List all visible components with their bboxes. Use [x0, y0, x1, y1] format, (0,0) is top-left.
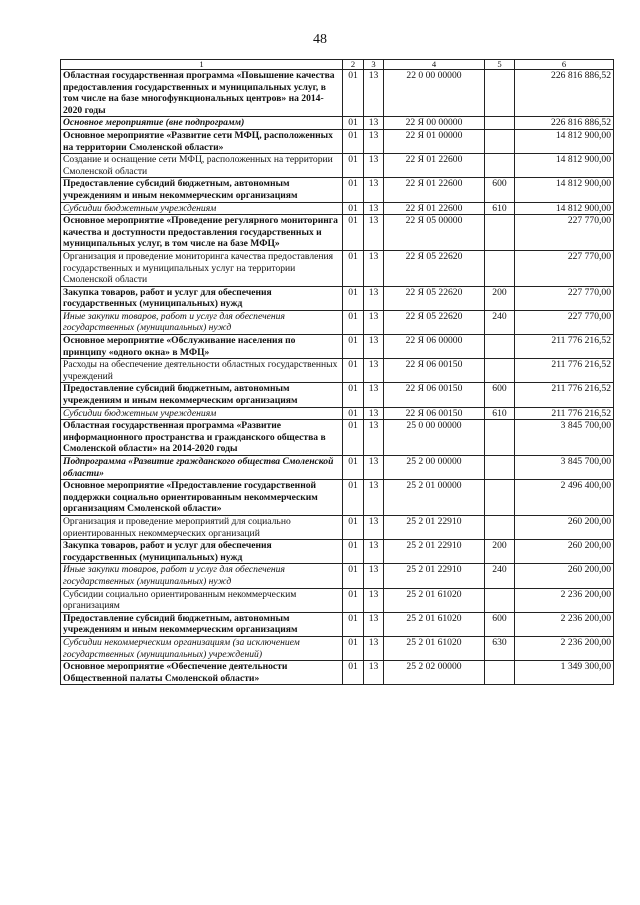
- subsection-code: 13: [364, 335, 384, 359]
- table-row: [61, 456, 614, 480]
- section-code: 01: [343, 178, 364, 202]
- expense-type-code: [485, 129, 515, 153]
- expense-type-code: [485, 515, 515, 539]
- subsection-code: 13: [364, 359, 384, 383]
- subsection-code: 13: [364, 588, 384, 612]
- subsection-code: 13: [364, 383, 384, 407]
- target-article-code: 22 Я 05 22620: [384, 250, 485, 286]
- table-row: [61, 129, 614, 153]
- subsection-code: 13: [364, 540, 384, 564]
- target-article-code: 25 2 01 61020: [384, 612, 485, 636]
- expense-type-code: [485, 70, 515, 117]
- subsection-code: 13: [364, 407, 384, 420]
- expense-type-code: [485, 154, 515, 178]
- table-row: [61, 540, 614, 564]
- expense-type-code: [485, 480, 515, 516]
- row-name: Субсидии социально ориентированным некоммерческим организациям: [61, 588, 343, 612]
- subsection-code: 13: [364, 286, 384, 310]
- subsection-code: 13: [364, 636, 384, 660]
- target-article-code: 22 Я 06 00150: [384, 383, 485, 407]
- section-code: 01: [343, 515, 364, 539]
- column-header: 3: [364, 60, 384, 70]
- target-article-code: 22 Я 01 22600: [384, 154, 485, 178]
- target-article-code: 25 2 01 22910: [384, 540, 485, 564]
- subsection-code: 13: [364, 612, 384, 636]
- row-name: Основное мероприятие «Развитие сети МФЦ, расположенных на территории Смоленской области»: [61, 129, 343, 153]
- amount: 14 812 900,00: [515, 178, 614, 202]
- section-code: 01: [343, 420, 364, 456]
- table-row: [61, 117, 614, 130]
- section-code: 01: [343, 335, 364, 359]
- amount: 227 770,00: [515, 286, 614, 310]
- table-row: [61, 178, 614, 202]
- table-row: [61, 154, 614, 178]
- row-name: Предоставление субсидий бюджетным, автономным учреждениям и иным некоммерческим организациям: [61, 178, 343, 202]
- section-code: 01: [343, 612, 364, 636]
- section-code: 01: [343, 661, 364, 685]
- target-article-code: 25 0 00 00000: [384, 420, 485, 456]
- target-article-code: 22 Я 01 22600: [384, 178, 485, 202]
- table-row: [61, 588, 614, 612]
- row-name: Расходы на обеспечение деятельности областных государственных учреждений: [61, 359, 343, 383]
- expense-type-code: 240: [485, 310, 515, 334]
- section-code: 01: [343, 70, 364, 117]
- section-code: 01: [343, 636, 364, 660]
- section-code: 01: [343, 564, 364, 588]
- expense-type-code: 630: [485, 636, 515, 660]
- amount: 260 200,00: [515, 515, 614, 539]
- row-name: Иные закупки товаров, работ и услуг для обеспечения государственных (муниципальных) нужд: [61, 310, 343, 334]
- subsection-code: 13: [364, 456, 384, 480]
- amount: 211 776 216,52: [515, 359, 614, 383]
- table-row: [61, 564, 614, 588]
- table-row: [61, 215, 614, 251]
- expense-type-code: [485, 215, 515, 251]
- expense-type-code: 610: [485, 202, 515, 215]
- amount: 227 770,00: [515, 250, 614, 286]
- column-header: 2: [343, 60, 364, 70]
- column-header: 4: [384, 60, 485, 70]
- target-article-code: 25 2 01 22910: [384, 515, 485, 539]
- expense-type-code: 200: [485, 540, 515, 564]
- target-article-code: 22 Я 05 22620: [384, 286, 485, 310]
- row-name: Основное мероприятие «Предоставление государственной поддержки социально ориентированным некоммерческим организациям Смоленской области»: [61, 480, 343, 516]
- section-code: 01: [343, 250, 364, 286]
- section-code: 01: [343, 588, 364, 612]
- subsection-code: 13: [364, 515, 384, 539]
- target-article-code: 22 Я 05 00000: [384, 215, 485, 251]
- table-row: [61, 335, 614, 359]
- row-name: Закупка товаров, работ и услуг для обеспечения государственных (муниципальных) нужд: [61, 286, 343, 310]
- row-name: Основное мероприятие «Обеспечение деятельности Общественной палаты Смоленской области»: [61, 661, 343, 685]
- subsection-code: 13: [364, 215, 384, 251]
- target-article-code: 25 2 01 61020: [384, 588, 485, 612]
- target-article-code: 25 2 02 00000: [384, 661, 485, 685]
- target-article-code: 25 2 01 61020: [384, 636, 485, 660]
- section-code: 01: [343, 310, 364, 334]
- table-row: [61, 310, 614, 334]
- row-name: Областная государственная программа «Повышение качества предоставления государственных и муниципальных услуг, в том числе на базе многофункциональных центров» на 2014-2020 годы: [61, 70, 343, 117]
- amount: 211 776 216,52: [515, 335, 614, 359]
- amount: 211 776 216,52: [515, 383, 614, 407]
- table-row: [61, 407, 614, 420]
- expense-type-code: [485, 250, 515, 286]
- subsection-code: 13: [364, 250, 384, 286]
- subsection-code: 13: [364, 129, 384, 153]
- amount: 260 200,00: [515, 564, 614, 588]
- row-name: Предоставление субсидий бюджетным, автономным учреждениям и иным некоммерческим организациям: [61, 612, 343, 636]
- section-code: 01: [343, 480, 364, 516]
- amount: 211 776 216,52: [515, 407, 614, 420]
- page-number: 48: [313, 32, 327, 47]
- expense-type-code: [485, 335, 515, 359]
- row-name: Областная государственная программа «Развитие информационного пространства и гражданского общества в Смоленской области» на 2014-2020 годы: [61, 420, 343, 456]
- amount: 260 200,00: [515, 540, 614, 564]
- column-header: 1: [61, 60, 343, 70]
- subsection-code: 13: [364, 480, 384, 516]
- section-code: 01: [343, 129, 364, 153]
- row-name: Основное мероприятие «Проведение регулярного мониторинга качества и доступности предоставления государственных и муниципальных услуг, в том числе на базе МФЦ»: [61, 215, 343, 251]
- section-code: 01: [343, 117, 364, 130]
- expense-type-code: 240: [485, 564, 515, 588]
- section-code: 01: [343, 215, 364, 251]
- expense-type-code: [485, 456, 515, 480]
- expense-type-code: [485, 661, 515, 685]
- section-code: 01: [343, 383, 364, 407]
- column-header-row: [61, 60, 614, 70]
- amount: 227 770,00: [515, 310, 614, 334]
- table-row: [61, 250, 614, 286]
- row-name: Предоставление субсидий бюджетным, автономным учреждениям и иным некоммерческим организациям: [61, 383, 343, 407]
- subsection-code: 13: [364, 202, 384, 215]
- column-header: 6: [515, 60, 614, 70]
- table-row: [61, 515, 614, 539]
- row-name: Основное мероприятие (вне подпрограмм): [61, 117, 343, 130]
- target-article-code: 22 0 00 00000: [384, 70, 485, 117]
- section-code: 01: [343, 154, 364, 178]
- amount: 2 236 200,00: [515, 588, 614, 612]
- expense-type-code: 600: [485, 383, 515, 407]
- amount: 226 816 886,52: [515, 70, 614, 117]
- row-name: Субсидии бюджетным учреждениям: [61, 407, 343, 420]
- expense-type-code: 600: [485, 612, 515, 636]
- table-row: [61, 383, 614, 407]
- section-code: 01: [343, 407, 364, 420]
- target-article-code: 22 Я 01 00000: [384, 129, 485, 153]
- subsection-code: 13: [364, 70, 384, 117]
- expense-type-code: [485, 359, 515, 383]
- row-name: Основное мероприятие «Обслуживание населения по принципу «одного окна» в МФЦ»: [61, 335, 343, 359]
- section-code: 01: [343, 359, 364, 383]
- table-row: [61, 612, 614, 636]
- target-article-code: 25 2 00 00000: [384, 456, 485, 480]
- target-article-code: 25 2 01 22910: [384, 564, 485, 588]
- amount: 1 349 300,00: [515, 661, 614, 685]
- amount: 3 845 700,00: [515, 420, 614, 456]
- subsection-code: 13: [364, 154, 384, 178]
- section-code: 01: [343, 202, 364, 215]
- budget-table: [60, 59, 614, 685]
- table-row: [61, 202, 614, 215]
- target-article-code: 22 Я 06 00150: [384, 407, 485, 420]
- amount: 14 812 900,00: [515, 129, 614, 153]
- amount: 14 812 900,00: [515, 202, 614, 215]
- expense-type-code: 200: [485, 286, 515, 310]
- table-row: [61, 70, 614, 117]
- section-code: 01: [343, 456, 364, 480]
- table-row: [61, 359, 614, 383]
- row-name: Организация и проведение мониторинга качества предоставления государственных и муниципальных услуг на территории Смоленской области: [61, 250, 343, 286]
- amount: 2 236 200,00: [515, 612, 614, 636]
- row-name: Организация и проведение мероприятий для социально ориентированных некоммерческих организаций: [61, 515, 343, 539]
- amount: 226 816 886,52: [515, 117, 614, 130]
- amount: 227 770,00: [515, 215, 614, 251]
- expense-type-code: [485, 420, 515, 456]
- expense-type-code: [485, 117, 515, 130]
- row-name: Субсидии бюджетным учреждениям: [61, 202, 343, 215]
- column-header: 5: [485, 60, 515, 70]
- row-name: Иные закупки товаров, работ и услуг для обеспечения государственных (муниципальных) нужд: [61, 564, 343, 588]
- subsection-code: 13: [364, 310, 384, 334]
- expense-type-code: 600: [485, 178, 515, 202]
- expense-type-code: [485, 588, 515, 612]
- expense-type-code: 610: [485, 407, 515, 420]
- table-row: [61, 480, 614, 516]
- table-row: [61, 286, 614, 310]
- section-code: 01: [343, 540, 364, 564]
- subsection-code: 13: [364, 117, 384, 130]
- table-row: [61, 661, 614, 685]
- row-name: Субсидии некоммерческим организациям (за исключением государственных (муниципальных) учреждений): [61, 636, 343, 660]
- target-article-code: 22 Я 06 00000: [384, 335, 485, 359]
- subsection-code: 13: [364, 178, 384, 202]
- table-row: [61, 636, 614, 660]
- subsection-code: 13: [364, 661, 384, 685]
- subsection-code: 13: [364, 420, 384, 456]
- target-article-code: 22 Я 05 22620: [384, 310, 485, 334]
- target-article-code: 22 Я 00 00000: [384, 117, 485, 130]
- row-name: Закупка товаров, работ и услуг для обеспечения государственных (муниципальных) нужд: [61, 540, 343, 564]
- row-name: Создание и оснащение сети МФЦ, расположенных на территории Смоленской области: [61, 154, 343, 178]
- amount: 2 236 200,00: [515, 636, 614, 660]
- target-article-code: 25 2 01 00000: [384, 480, 485, 516]
- target-article-code: 22 Я 06 00150: [384, 359, 485, 383]
- target-article-code: 22 Я 01 22600: [384, 202, 485, 215]
- table-row: [61, 420, 614, 456]
- amount: 14 812 900,00: [515, 154, 614, 178]
- subsection-code: 13: [364, 564, 384, 588]
- amount: 2 496 400,00: [515, 480, 614, 516]
- section-code: 01: [343, 286, 364, 310]
- row-name: Подпрограмма «Развитие гражданского общества Смоленской области»: [61, 456, 343, 480]
- amount: 3 845 700,00: [515, 456, 614, 480]
